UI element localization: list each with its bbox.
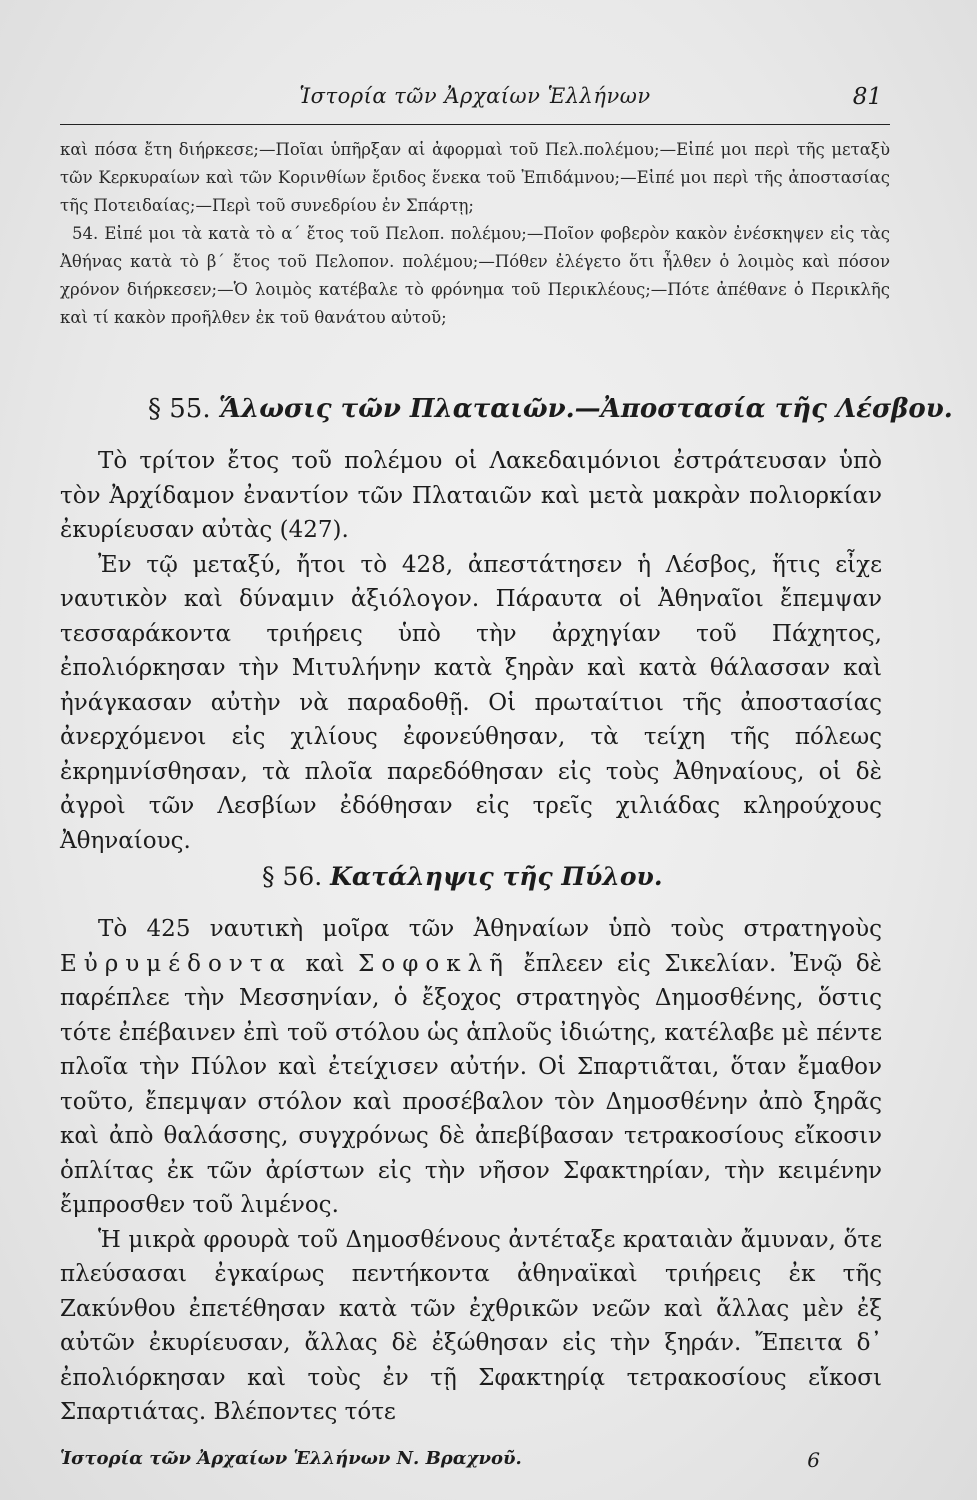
conjunction: καὶ — [292, 950, 359, 977]
section-56-paragraph-1-end: ἔπλεεν εἰς Σικελίαν. Ἐνῷ δὲ παρέπλεε τὴν Μεσσηνίαν, ὁ ἔξοχος στρατηγὸς Δημοσθένης, ὅστις τότε ἐπέβαινεν ἐπὶ τοῦ στόλου ὡς ἁπλοῦς ἰδιώτης, κατέλαβε μὲ πέντε πλοῖα τὴν Πύλον καὶ ἐτείχισεν αὐτήν. Οἱ Σπαρτιᾶται, ὅταν ἔμαθον τοῦτο, ἔπεμψαν στόλον καὶ προσέβαλον τὸν Δημοσθένην ἀπὸ ξηρᾶς καὶ ἀπὸ θαλάσσης, συγχρόνως δὲ ἀπεβίβασαν τετρακοσίους εἴκοσιν ὁπλίτας ἐκ τῶν ἀρίστων εἰς τὴν νῆσον Σφακτηρίαν, τὴν κειμένην ἔμπροσθεν τοῦ λιμένος. — [60, 950, 883, 1218]
running-title: Ἱστορία τῶν Ἀρχαίων Ἑλλήνων — [299, 84, 651, 108]
general-name-sophocles: Σοφοκλῆ — [358, 950, 510, 977]
page-footer — [60, 1448, 890, 1478]
signature-mark: 6 — [807, 1448, 820, 1472]
review-questions — [60, 136, 890, 332]
general-name-eurymedon: Εὐρυμέδοντα — [60, 950, 293, 977]
section-56-body — [60, 912, 882, 1430]
section-56-paragraph-1 — [60, 912, 882, 1223]
page-number: 81 — [852, 84, 882, 110]
running-header — [60, 78, 890, 118]
questions-block-b: 54. Εἰπέ μοι τὰ κατὰ τὸ α´ ἔτος τοῦ Πελοπ. πολέμου;—Ποῖον φοβερὸν κακὸν ἐνέσκηψεν εἰς τὰς Ἀθήνας κατὰ τὸ β´ ἔτος τοῦ Πελοπον. πολέμου;—Πόθεν ἐλέγετο ὅτι ἦλθεν ὁ λοιμὸς καὶ πόσον χρόνον διήρκεσεν;—Ὁ λοιμὸς κατέβαλε τὸ φρόνημα τοῦ Περικλέους;—Πότε ἀπέθανε ὁ Περικλῆς καὶ τί κακὸν προῆλθεν ἐκ τοῦ θανάτου αὐτοῦ; — [60, 224, 890, 327]
section-55-title: Ἅλωσις τῶν Πλαταιῶν.—Ἀποστασία τῆς Λέσβου. — [218, 394, 953, 424]
section-55-paragraph-1: Τὸ τρίτον ἔτος τοῦ πολέμου οἱ Λακεδαιμόνιοι ἐστράτευσαν ὑπὸ τὸν Ἀρχίδαμον ἐναντίον τῶν Πλαταιῶν καὶ μετὰ μακρὰν πολιορκίαν ἐκυρίευσαν αὐτὰς (427). — [60, 448, 882, 543]
header-rule — [60, 124, 890, 125]
section-55-paragraph-2: Ἐν τῷ μεταξύ, ἤτοι τὸ 428, ἀπεστάτησεν ἡ Λέσβος, ἥτις εἶχε ναυτικὸν καὶ δύναμιν ἀξιόλογον. Πάραυτα οἱ Ἀθηναῖοι ἔπεμψαν τεσσαράκοντα τριήρεις ὑπὸ τὴν ἀρχηγίαν τοῦ Πάχητος, ἐπολιόρκησαν τὴν Μιτυλήνην κατὰ ξηρὰν καὶ κατὰ θάλασσαν καὶ ἠνάγκασαν αὐτὴν νὰ παραδοθῇ. Οἱ πρωταίτιοι τῆς ἀποστασίας ἀνερχόμενοι εἰς χιλίους ἐφονεύθησαν, τὰ τείχη τῆς πόλεως ἐκρημνίσθησαν, τὰ πλοῖα παρεδόθησαν εἰς τοὺς Ἀθηναίους, οἱ δὲ ἀγροὶ τῶν Λεσβίων ἐδόθησαν εἰς τρεῖς χιλιάδας κληρούχους Ἀθηναίους. — [60, 551, 882, 854]
section-55-heading — [148, 394, 953, 424]
section-55-body — [60, 444, 882, 858]
section-56-paragraph-1-start: Τὸ 425 ναυτικὴ μοῖρα τῶν Ἀθηναίων ὑπὸ τοὺς στρατηγοὺς — [98, 916, 882, 942]
signature-title: Ἱστορία τῶν Ἀρχαίων Ἑλλήνων Ν. Βραχνοῦ. — [60, 1448, 522, 1469]
section-56-title: Κατάληψις τῆς Πύλου. — [330, 862, 663, 891]
section-56-paragraph-2: Ἡ μικρὰ φρουρὰ τοῦ Δημοσθένους ἀντέταξε κραταιὰν ἄμυναν, ὅτε πλεύσασαι ἐγκαίρως πεντήκοντα ἀθηναϊκαὶ τριήρεις ἐκ τῆς Ζακύνθου ἐπετέθησαν κατὰ τῶν ἐχθρικῶν νεῶν καὶ ἄλλας μὲν ἐξ αὐτῶν ἐκυρίευσαν, ἄλλας δὲ ἐξώθησαν εἰς τὴν ξηράν. Ἔπειτα δ᾽ ἐπολιόρκησαν καὶ τοὺς ἐν τῇ Σφακτηρίᾳ τετρακοσίους εἴκοσι Σπαρτιάτας. Βλέποντες τότε — [60, 1226, 882, 1425]
section-56-heading — [262, 862, 663, 891]
section-56-number: § 56. — [262, 862, 323, 891]
section-55-number: § 55. — [148, 394, 211, 424]
questions-block-a: καὶ πόσα ἔτη διήρκεσε;—Ποῖαι ὑπῆρξαν αἱ ἀφορμαὶ τοῦ Πελ.πολέμου;—Εἰπέ μοι περὶ τῆς μεταξὺ τῶν Κερκυραίων καὶ τῶν Κορινθίων ἔριδος ἕνεκα τοῦ Ἐπιδάμνου;—Εἰπέ μοι περὶ τῆς ἀποστασίας τῆς Ποτειδαίας;—Περὶ τοῦ συνεδρίου ἐν Σπάρτῃ; — [60, 140, 890, 215]
